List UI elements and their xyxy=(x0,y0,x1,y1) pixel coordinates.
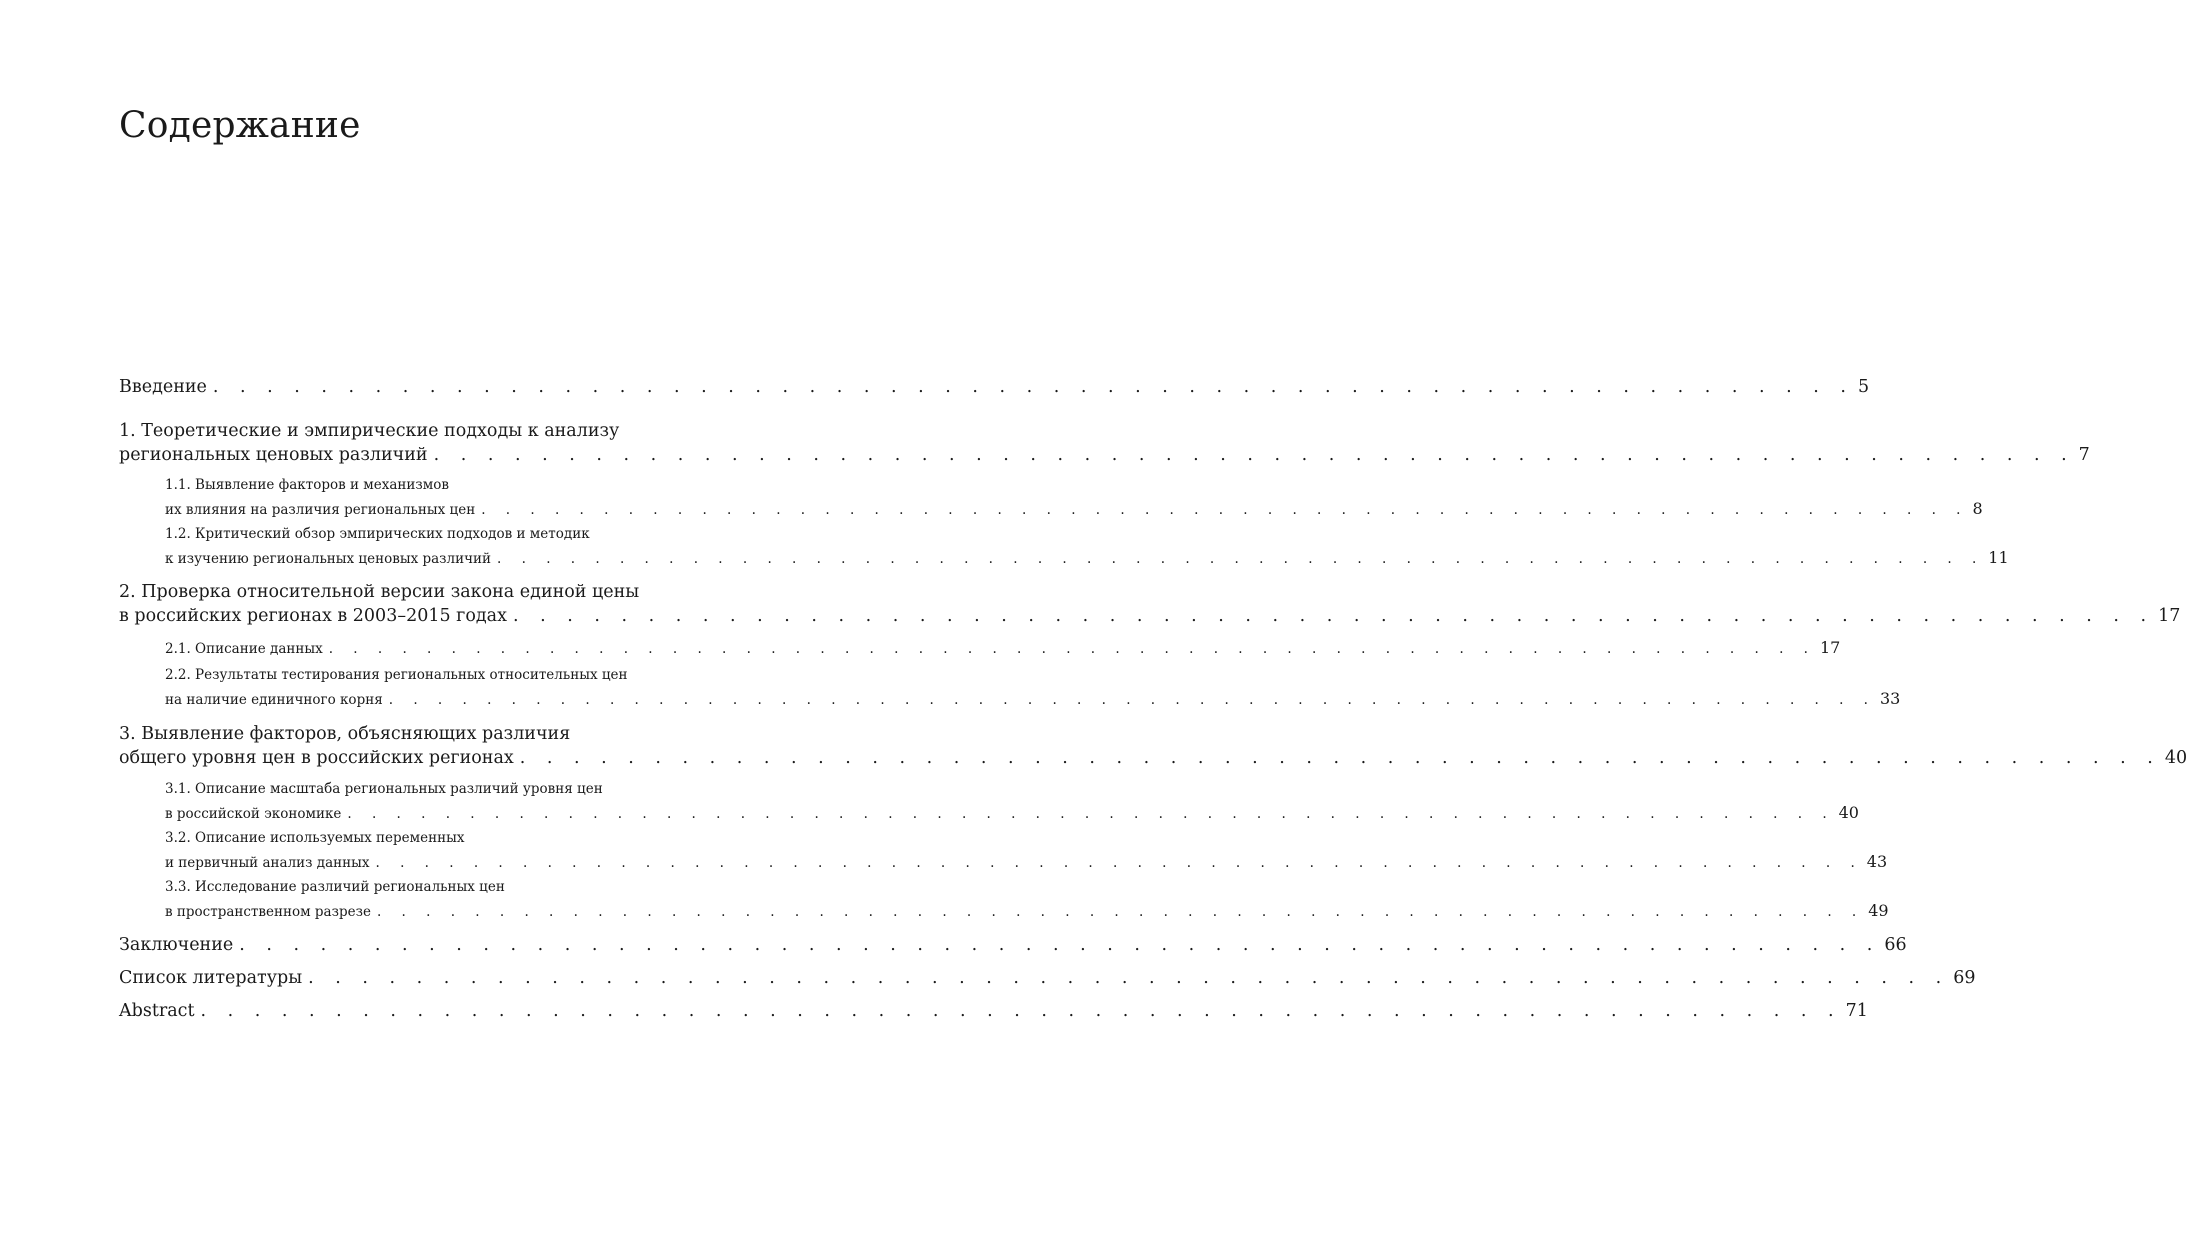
dot-leader: . . . . . . . . . . . . . . . . . . . . . . . . . . . . . . . . . . . . . . . . . . . . . . . . . . . . . . . . . . . . . xyxy=(212,377,1854,397)
dot-leader: . . . . . . . . . . . . . . . . . . . . . . . . . . . . . . . . . . . . . . . . . . . . . . . . . . . . . . . . . . . . . xyxy=(200,1001,1842,1021)
toc-section-1[interactable] xyxy=(119,419,2090,467)
toc-subsection-3-2[interactable] xyxy=(165,827,1888,875)
page-title: Содержание xyxy=(119,105,361,146)
dot-leader: . . . . . . . . . . . . . . . . . . . . . . . . . . . . . . . . . . . . . . . . . . . . . . . . . . . . . . . . . . . . . xyxy=(239,935,1881,955)
toc-page-number: 5 xyxy=(1857,377,1870,397)
toc-page-number: 40 xyxy=(2164,748,2187,768)
toc-entry-title-cont: региональных ценовых различий xyxy=(119,445,428,465)
toc-entry-intro[interactable] xyxy=(119,375,1870,399)
toc-entry-conclusion[interactable] xyxy=(119,933,1907,957)
toc-subsection-3-3[interactable] xyxy=(165,876,1889,924)
toc-entry-abstract[interactable] xyxy=(119,999,1868,1023)
dot-leader: . . . . . . . . . . . . . . . . . . . . . . . . . . . . . . . . . . . . . . . . . . . . . . . . . . . . . . . . . . . . . xyxy=(519,748,2161,768)
toc-entry-title-cont: на наличие единичного корня xyxy=(165,692,383,708)
toc-entry-title: 1.2. Критический обзор эмпирических подходов и методик xyxy=(165,526,590,542)
toc-entry-title: Список литературы xyxy=(119,968,303,988)
toc-entry-title: 3.1. Описание масштаба региональных различий уровня цен xyxy=(165,781,603,797)
toc-entry-title: 1. Теоретические и эмпирические подходы к анализу xyxy=(119,421,620,441)
toc-entry-title-cont: в российской экономике xyxy=(165,806,342,822)
toc-page-number: 49 xyxy=(1868,901,1889,920)
toc-entry-title: Заключение xyxy=(119,935,234,955)
toc-entry-title: 3. Выявление факторов, объясняющих различия xyxy=(119,724,571,744)
toc-entry-title: Введение xyxy=(119,377,207,397)
toc-subsection-2-2[interactable] xyxy=(165,664,1901,712)
toc-page-number: 17 xyxy=(2158,606,2181,626)
dot-leader: . . . . . . . . . . . . . . . . . . . . . . . . . . . . . . . . . . . . . . . . . . . . . . . . . . . . . . . . . . . . . xyxy=(481,502,1969,518)
toc-subsection-2-1[interactable] xyxy=(165,636,1841,661)
toc-entry-title: 3.3. Исследование различий региональных цен xyxy=(165,879,505,895)
toc-subsection-1-2[interactable] xyxy=(165,523,2009,571)
toc-entry-references[interactable] xyxy=(119,966,1976,990)
toc-entry-title-cont: в пространственном разрезе xyxy=(165,904,371,920)
dot-leader: . . . . . . . . . . . . . . . . . . . . . . . . . . . . . . . . . . . . . . . . . . . . . . . . . . . . . . . . . . . . . xyxy=(347,806,1835,822)
toc-page-number: 7 xyxy=(2078,445,2090,465)
toc-entry-title-cont: общего уровня цен в российских регионах xyxy=(119,748,514,768)
toc-entry-title: 2.2. Результаты тестирования региональных относительных цен xyxy=(165,667,628,683)
toc-page-number: 71 xyxy=(1845,1001,1868,1021)
toc-page-number: 66 xyxy=(1884,935,1907,955)
toc-page-number: 43 xyxy=(1866,852,1888,871)
toc-entry-title: 2.1. Описание данных xyxy=(165,641,323,657)
toc-subsection-3-1[interactable] xyxy=(165,778,1859,826)
dot-leader: . . . . . . . . . . . . . . . . . . . . . . . . . . . . . . . . . . . . . . . . . . . . . . . . . . . . . . . . . . . . . xyxy=(512,606,2155,626)
dot-leader: . . . . . . . . . . . . . . . . . . . . . . . . . . . . . . . . . . . . . . . . . . . . . . . . . . . . . . . . . . . . . xyxy=(376,904,1865,920)
toc-entry-title: 2. Проверка относительной версии закона единой цены xyxy=(119,582,640,602)
toc-entry-title-cont: в российских регионах в 2003–2015 годах xyxy=(119,606,507,626)
dot-leader: . . . . . . . . . . . . . . . . . . . . . . . . . . . . . . . . . . . . . . . . . . . . . . . . . . . . . . . . . . . . . xyxy=(328,641,1816,657)
toc-entry-title-cont: к изучению региональных ценовых различий xyxy=(165,551,492,567)
dot-leader: . . . . . . . . . . . . . . . . . . . . . . . . . . . . . . . . . . . . . . . . . . . . . . . . . . . . . . . . . . . . . xyxy=(433,445,2075,465)
dot-leader: . . . . . . . . . . . . . . . . . . . . . . . . . . . . . . . . . . . . . . . . . . . . . . . . . . . . . . . . . . . . . xyxy=(497,551,1985,567)
dot-leader: . . . . . . . . . . . . . . . . . . . . . . . . . . . . . . . . . . . . . . . . . . . . . . . . . . . . . . . . . . . . . xyxy=(388,692,1876,708)
toc-entry-title-cont: и первичный анализ данных xyxy=(165,855,370,871)
toc-section-2[interactable] xyxy=(119,580,2181,628)
toc-section-3[interactable] xyxy=(119,722,2187,770)
toc-page-number: 69 xyxy=(1953,968,1976,988)
toc-entry-title: 3.2. Описание используемых переменных xyxy=(165,830,465,846)
toc-page-number: 40 xyxy=(1838,803,1859,822)
dot-leader: . . . . . . . . . . . . . . . . . . . . . . . . . . . . . . . . . . . . . . . . . . . . . . . . . . . . . . . . . . . . . xyxy=(308,968,1950,988)
toc-subsection-1-1[interactable] xyxy=(165,474,1983,522)
toc-page-number: 11 xyxy=(1988,548,2009,567)
toc-page-number: 17 xyxy=(1819,638,1841,657)
toc-entry-title: 1.1. Выявление факторов и механизмов xyxy=(165,477,450,493)
toc-page-number: 33 xyxy=(1879,689,1901,708)
dot-leader: . . . . . . . . . . . . . . . . . . . . . . . . . . . . . . . . . . . . . . . . . . . . . . . . . . . . . . . . . . . . . xyxy=(375,855,1863,871)
toc-entry-title-cont: их влияния на различия региональных цен xyxy=(165,502,476,518)
toc-page-number: 8 xyxy=(1972,499,1983,518)
toc-entry-title: Abstract xyxy=(119,1001,195,1021)
